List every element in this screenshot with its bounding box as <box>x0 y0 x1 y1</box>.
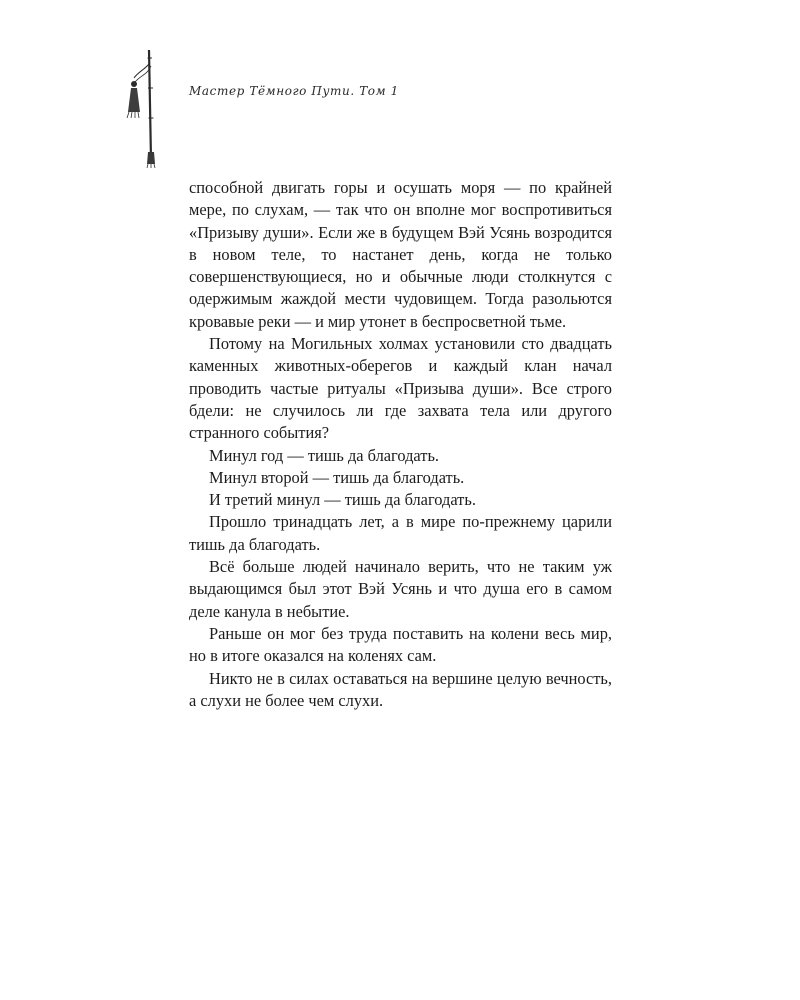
paragraph: способной двигать горы и осушать моря — по крайней мере, по слухам, — так что он вполне мог воспротивиться «Призыву души». Если же в будущем Вэй Усянь возродится в новом теле, то настанет день, когда не только совершенствующиеся, но и обычные люди столкнутся с одержимым жаждой мести чудовищем. Тогда разольются кровавые реки — и мир утонет в беспросветной тьме. <box>189 178 612 331</box>
paragraph: Раньше он мог без труда поставить на колени весь мир, но в итоге оказался на коленях сам. <box>189 623 612 666</box>
paragraph: Потому на Могильных холмах установили сто двадцать каменных животных-оберегов и каждый клан начал проводить частые ритуалы «Призыва души». Все строго бдели: не случилось ли где захвата тела или другого странного события? <box>189 334 612 443</box>
paragraph: Минул год — тишь да благодать. <box>209 445 440 465</box>
paragraph: Всё больше людей начинало верить, что не таким уж выдающимся был этот Вэй Усянь и что душа его в самом деле канула в небытие. <box>189 557 612 621</box>
paragraph: Минул второй — тишь да благодать. <box>209 467 465 487</box>
body-text <box>189 177 612 712</box>
paragraph: Прошло тринадцать лет, а в мире по-прежнему царили тишь да благодать. <box>189 512 612 554</box>
paragraph: И третий минул — тишь да благодать. <box>209 490 476 510</box>
hanging-tassel-flute-icon <box>118 48 162 168</box>
running-head-title: Мастер Тёмного Пути. Том 1 <box>189 84 399 98</box>
paragraph: Никто не в силах оставаться на вершине целую вечность, а слухи не более чем слухи. <box>189 668 612 710</box>
